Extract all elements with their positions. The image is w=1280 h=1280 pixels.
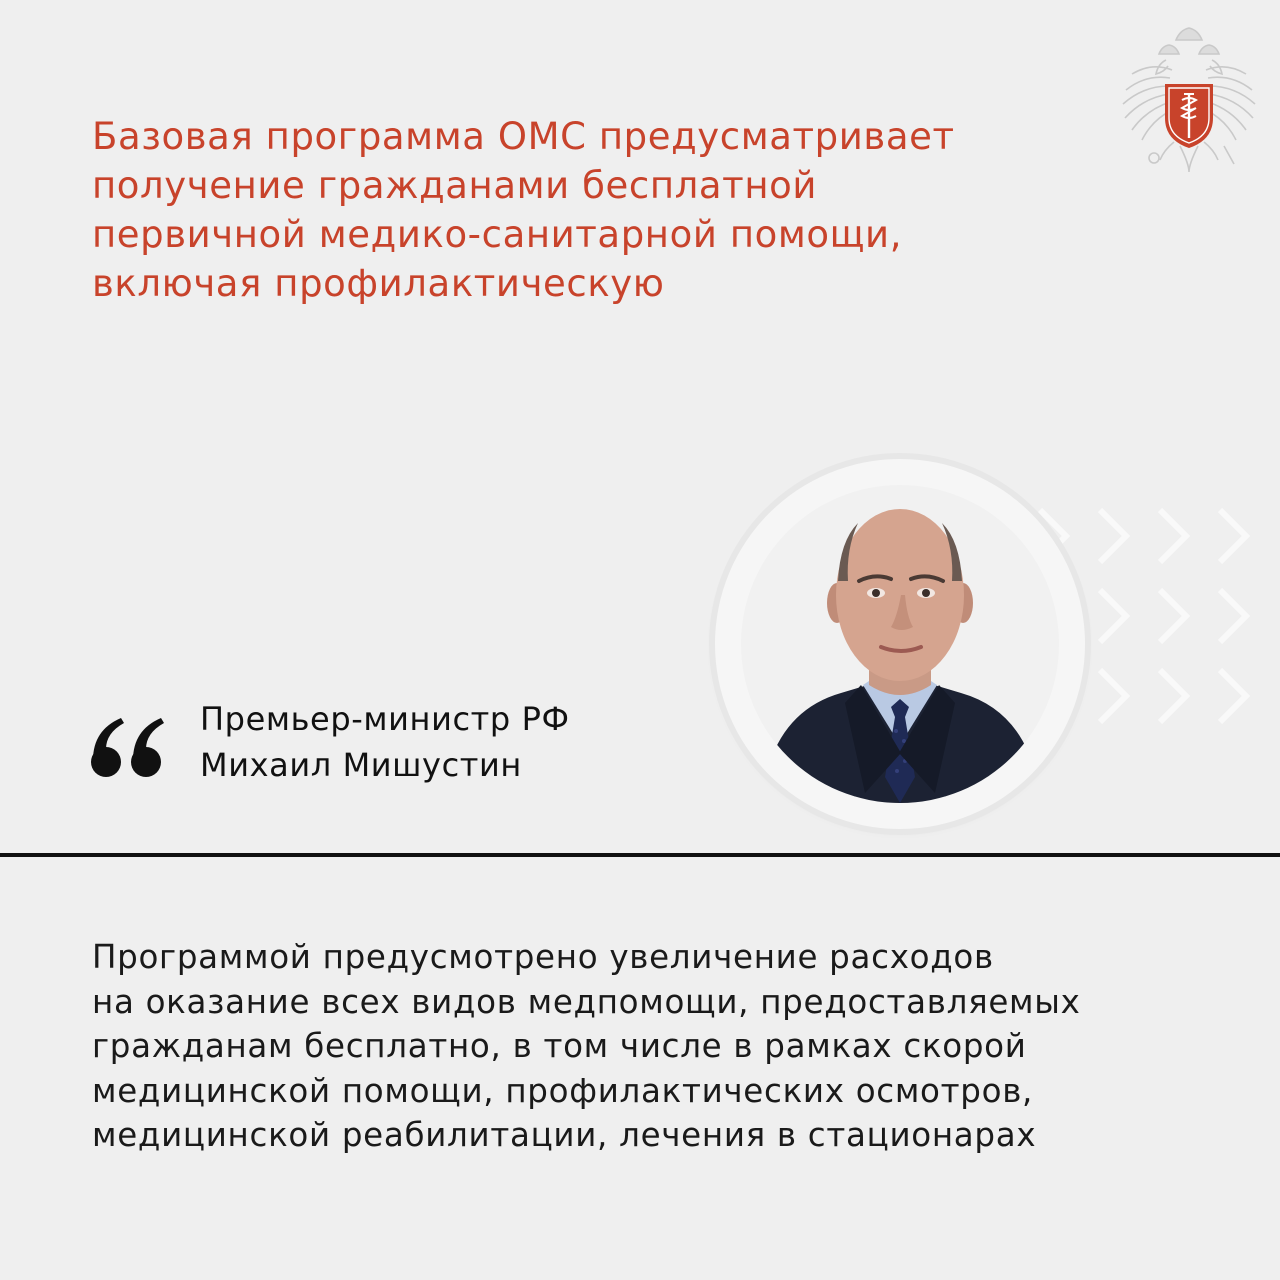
portrait-photo xyxy=(741,485,1059,803)
portrait-frame xyxy=(715,459,1085,829)
speaker-position: Премьер-министр РФ xyxy=(200,700,570,738)
body-text: Программой предусмотрено увеличение расходов на оказание всех видов медпомощи, предоставляемых гражданам бесплатно, в том числе в рамках скорой медицинской помощи, профилактических осмотров, медицинской реабилитации, лечения в стационарах xyxy=(92,938,1081,1154)
speaker-caption xyxy=(200,696,570,788)
headline: Базовая программа ОМС предусматривает получение гражданами бесплатной первичной медико-санитарной помощи, включая профилактическую xyxy=(92,115,955,305)
quote-mark-icon xyxy=(90,718,166,778)
divider xyxy=(0,853,1280,857)
speaker-name: Михаил Мишустин xyxy=(200,746,522,784)
ministry-of-health-emblem-icon xyxy=(1114,18,1264,180)
